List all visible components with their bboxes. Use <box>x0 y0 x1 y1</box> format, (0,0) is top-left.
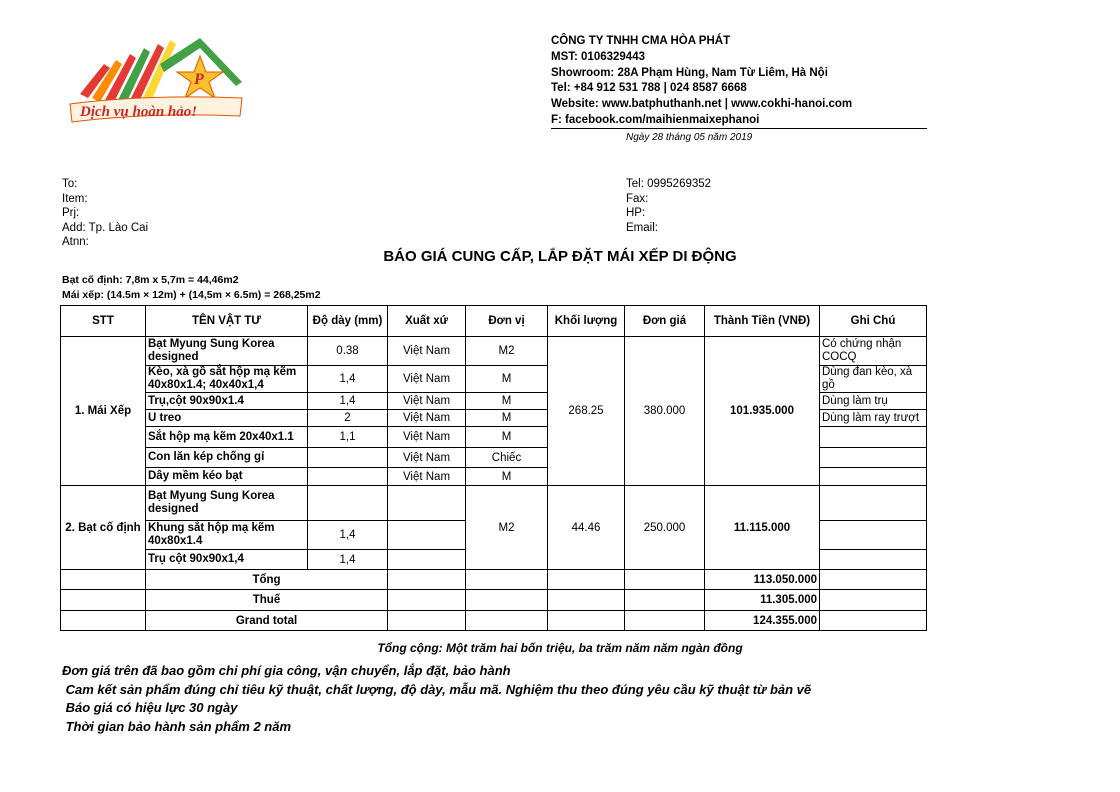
table-header-row <box>61 306 927 337</box>
item-note <box>820 521 927 550</box>
item-origin <box>388 486 466 521</box>
item-note <box>820 486 927 521</box>
subtotal-row <box>61 570 927 590</box>
item-note: Có chứng nhận COCQ <box>820 337 927 366</box>
term-item: Thời gian bảo hành sản phẩm 2 năm <box>62 718 292 734</box>
recipient-to: To: <box>62 178 78 190</box>
item-note <box>820 550 927 570</box>
item-thickness: 1,4 <box>308 366 388 393</box>
subtotal-value: 113.050.000 <box>705 570 820 590</box>
item-unit: Chiếc <box>466 448 548 468</box>
recipient-contact <box>626 177 711 235</box>
item-note: Dùng làm trụ <box>820 393 927 410</box>
grand-total-row <box>61 611 927 631</box>
item-unit: M <box>466 366 548 393</box>
item-name: Sắt hộp mạ kẽm 20x40x1.1 <box>146 427 308 448</box>
item-name: Kèo, xà gồ sắt hộp mạ kẽm 40x80x1.4; 40x40x1,4 <box>146 366 308 393</box>
svg-text:P: P <box>194 71 204 88</box>
item-note <box>820 448 927 468</box>
recipient-hp: HP: <box>626 207 646 219</box>
total-in-words: Tổng cộng: Một trăm hai bốn triệu, ba trăm năm năm ngàn đồng <box>377 641 743 655</box>
note-folding: Mái xếp: (14.5m × 12m) + (14,5m × 6.5m) = 268,25m2 <box>62 288 321 301</box>
group1-amount: 101.935.000 <box>705 337 820 486</box>
item-unit: M <box>466 468 548 486</box>
company-name: CÔNG TY TNHH CMA HÒA PHÁT <box>551 35 731 47</box>
col-quantity: Khối lượng <box>548 306 625 337</box>
note-fixed: Bạt cố định: 7,8m x 5,7m = 44,46m2 <box>62 274 239 286</box>
item-name: U treo <box>146 410 308 427</box>
item-origin: Việt Nam <box>388 448 466 468</box>
table-row <box>61 337 927 366</box>
col-unit-price: Đơn giá <box>625 306 705 337</box>
recipient-tel: Tel: 0995269352 <box>626 178 712 190</box>
col-amount: Thành Tiền (VNĐ) <box>705 306 820 337</box>
grand-total-label: Grand total <box>146 611 388 631</box>
item-thickness: 1,4 <box>308 393 388 410</box>
item-name: Khung sắt hộp mạ kẽm 40x80x1.4 <box>146 521 308 550</box>
item-name: Trụ cột 90x90x1,4 <box>146 550 308 570</box>
item-thickness <box>308 486 388 521</box>
item-name: Dây mềm kéo bạt <box>146 468 308 486</box>
item-thickness <box>308 468 388 486</box>
company-logo <box>60 34 250 126</box>
group1-stt: 1. Mái Xếp <box>61 337 146 486</box>
header-divider <box>551 128 927 129</box>
item-origin: Việt Nam <box>388 393 466 410</box>
item-unit: M <box>466 393 548 410</box>
company-info <box>551 34 852 129</box>
item-name: Con lăn kép chống gỉ <box>146 448 308 468</box>
item-origin: Việt Nam <box>388 366 466 393</box>
item-thickness <box>308 448 388 468</box>
logo-tagline: Dịch vụ hoàn hảo! <box>80 104 198 120</box>
document-date: Ngày 28 tháng 05 năm 2019 <box>626 132 753 143</box>
company-showroom: Showroom: 28A Phạm Hùng, Nam Từ Liêm, Hà Nội <box>551 66 828 79</box>
col-note: Ghi Chú <box>820 306 927 337</box>
item-origin: Việt Nam <box>388 410 466 427</box>
tax-label: Thuế <box>146 590 388 611</box>
terms-list <box>62 662 811 736</box>
item-note: Dùng làm ray trượt <box>820 410 927 427</box>
company-tax: MST: 0106329443 <box>551 50 645 63</box>
col-thickness: Độ dày (mm) <box>308 306 388 337</box>
term-item: Cam kết sản phẩm đúng chỉ tiêu kỹ thuật, chất lượng, độ dày, mẫu mã. Nghiệm thu theo đúng yêu cầu kỹ thuật từ bản vẽ <box>62 681 812 697</box>
subtotal-label: Tổng <box>146 570 388 590</box>
grand-total-value: 124.355.000 <box>705 611 820 631</box>
company-tel: Tel: +84 912 531 788 | 024 8587 6668 <box>551 82 747 95</box>
item-unit: M <box>466 410 548 427</box>
group1-price: 380.000 <box>625 337 705 486</box>
group1-quantity: 268.25 <box>548 337 625 486</box>
recipient-add: Add: Tp. Lào Cai <box>62 221 149 234</box>
item-origin: Việt Nam <box>388 468 466 486</box>
recipient-info <box>62 177 148 250</box>
tax-row <box>61 590 927 611</box>
item-note <box>820 468 927 486</box>
item-origin <box>388 521 466 550</box>
col-origin: Xuất xứ <box>388 306 466 337</box>
term-item: Báo giá có hiệu lực 30 ngày <box>62 700 238 715</box>
item-unit: M2 <box>466 337 548 366</box>
term-item: Đơn giá trên đã bao gồm chi phí gia công, vận chuyển, lắp đặt, bảo hành <box>62 663 511 678</box>
item-name: Trụ,cột 90x90x1.4 <box>146 393 308 410</box>
table-row <box>61 486 927 521</box>
group2-amount: 11.115.000 <box>705 486 820 570</box>
item-note <box>820 427 927 448</box>
col-stt: STT <box>61 306 146 337</box>
area-notes <box>62 273 321 302</box>
item-name: Bạt Myung Sung Korea designed <box>146 337 308 366</box>
recipient-attn: Atnn: <box>62 236 89 248</box>
group2-price: 250.000 <box>625 486 705 570</box>
tax-value: 11.305.000 <box>705 590 820 611</box>
recipient-item: Item: <box>62 192 88 205</box>
col-name: TÊN VẬT TƯ <box>146 306 308 337</box>
item-thickness: 1,4 <box>308 521 388 550</box>
quote-title: BÁO GIÁ CUNG CẤP, LẮP ĐẶT MÁI XẾP DI ĐỘNG <box>383 248 737 265</box>
item-thickness: 1,1 <box>308 427 388 448</box>
item-note: Dùng đan kèo, xà gồ <box>820 366 927 393</box>
group2-unit: M2 <box>466 486 548 570</box>
recipient-prj: Prj: <box>62 207 80 219</box>
item-origin: Việt Nam <box>388 337 466 366</box>
item-origin: Việt Nam <box>388 427 466 448</box>
item-thickness: 2 <box>308 410 388 427</box>
item-thickness: 1,4 <box>308 550 388 570</box>
item-name: Bạt Myung Sung Korea designed <box>146 486 308 521</box>
item-unit: M <box>466 427 548 448</box>
col-unit: Đơn vị <box>466 306 548 337</box>
group2-quantity: 44.46 <box>548 486 625 570</box>
item-thickness: 0.38 <box>308 337 388 366</box>
recipient-fax: Fax: <box>626 192 649 205</box>
quote-table <box>60 305 927 631</box>
recipient-email: Email: <box>626 221 658 234</box>
group2-stt: 2. Bạt cố định <box>61 486 146 570</box>
item-origin <box>388 550 466 570</box>
company-website: Website: www.batphuthanh.net | www.cokhi-hanoi.com <box>551 98 853 111</box>
company-facebook: F: facebook.com/maihienmaixephanoi <box>551 113 760 126</box>
